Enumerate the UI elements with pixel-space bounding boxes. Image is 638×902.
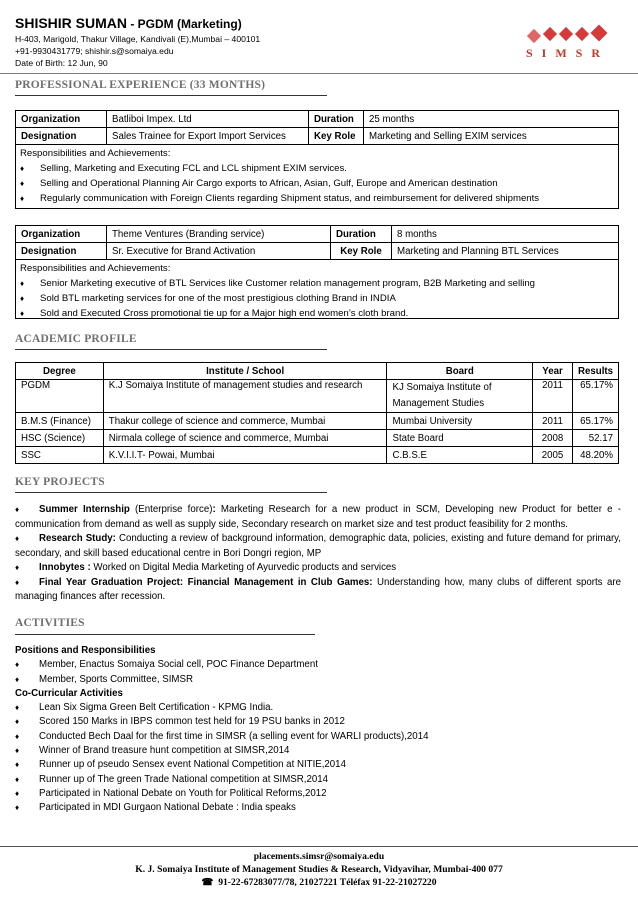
designation-value: Sales Trainee for Export Import Services — [107, 128, 309, 145]
responsibilities-label: Responsibilities and Achievements: — [20, 148, 171, 159]
table-cell: HSC (Science) — [16, 430, 104, 447]
project-text: Marketing Research for a new product in SCM, Developing new Product for better e - communication from demand as well as supply side, Secondary research on market size and test product feasibility for 2 months. — [15, 504, 621, 530]
list-item — [15, 561, 621, 576]
list-item — [15, 532, 621, 561]
job-table-2 — [15, 225, 619, 260]
list-item-text: Member, Sports Committee, SIMSR — [39, 673, 193, 685]
column-header: Year — [533, 363, 573, 380]
duration-value: 8 months — [392, 226, 619, 243]
academic-table — [15, 362, 619, 464]
column-header: Results — [573, 363, 619, 380]
diamond-bullet-icon: ♦ — [15, 505, 20, 514]
project-heading-colon: : — [212, 504, 216, 515]
list-item — [15, 801, 621, 815]
org-value: Theme Ventures (Branding service) — [107, 226, 331, 243]
bullet-text: Selling and Operational Planning Air Cargo exports to African, Asian, Gulf, Europe and American destination — [40, 178, 498, 189]
projects-list — [15, 503, 621, 605]
section-title-academic: ACADEMIC PROFILE — [15, 333, 137, 345]
table-cell: 2011 — [533, 380, 573, 413]
designation-label: Designation — [16, 128, 107, 145]
footer-divider — [0, 846, 638, 847]
list-item — [15, 701, 621, 715]
table-header-row — [16, 363, 619, 380]
table-cell: 48.20% — [573, 447, 619, 464]
role-value: Marketing and Selling EXIM services — [364, 128, 619, 145]
contact: +91-9930431779; shishir.s@somaiya.edu — [15, 46, 174, 56]
diamond-bullet-icon: ♦ — [15, 717, 20, 727]
project-heading-qualifier: (Enterprise force) — [129, 504, 213, 515]
list-item — [20, 306, 614, 321]
list-item-text: Conducted Bech Daal for the first time in SIMSR (a selling event for WARLI products),2014 — [39, 730, 429, 742]
column-header: Institute / School — [103, 363, 387, 380]
board-line-1: KJ Somaiya Institute of — [392, 382, 492, 393]
duration-value: 25 months — [364, 111, 619, 128]
diamond-bullet-icon: ♦ — [15, 577, 20, 587]
project-heading: Summer Internship — [39, 504, 130, 515]
designation-label: Designation — [16, 243, 107, 260]
diamond-bullet-icon: ♦ — [20, 164, 25, 173]
candidate-name — [15, 15, 242, 31]
list-item — [15, 503, 621, 532]
table-cell: 2011 — [533, 413, 573, 430]
logo-square-icon — [575, 27, 589, 41]
logo-square-icon — [559, 27, 573, 41]
list-item-text: Runner up of The green Trade National competition at SIMSR,2014 — [39, 773, 329, 785]
table-cell — [387, 380, 533, 413]
project-text: Worked on Digital Media Marketing of Ayurvedic products and services — [90, 562, 397, 573]
list-item — [15, 787, 621, 801]
list-item-text: Runner up of pseudo Sensex event National Competition at NITIE,2014 — [39, 759, 346, 771]
footer-address: K. J. Somaiya Institute of Management Studies & Research, Vidyavihar, Mumbai-400 077 — [135, 864, 503, 875]
section-underline — [15, 349, 327, 350]
column-header: Board — [387, 363, 533, 380]
diamond-bullet-icon: ♦ — [15, 803, 20, 813]
role-label: Key Role — [331, 243, 392, 260]
bullet-text: Regularly communication with Foreign Clients regarding Shipment status, and reimbursement for delivered shipments — [40, 193, 540, 204]
table-cell: K.J Somaiya Institute of management studies and research — [103, 380, 387, 413]
diamond-bullet-icon: ♦ — [15, 674, 20, 684]
table-cell: C.B.S.E — [387, 447, 533, 464]
role-label: Key Role — [309, 128, 364, 145]
logo-square-icon — [527, 29, 541, 43]
diamond-bullet-icon: ♦ — [15, 563, 20, 572]
table-row — [16, 430, 619, 447]
address: H-403, Marigold, Thakur Village, Kandivali (E),Mumbai – 400101 — [15, 34, 261, 44]
diamond-bullet-icon: ♦ — [15, 746, 20, 756]
duration-label: Duration — [309, 111, 364, 128]
responsibilities-label: Responsibilities and Achievements: — [20, 263, 171, 274]
phone-icon: ☎ — [201, 877, 214, 888]
role-value: Marketing and Planning BTL Services — [392, 243, 619, 260]
section-underline — [15, 95, 327, 96]
board-line-2: Management Studies — [392, 398, 485, 409]
section-title-projects: KEY PROJECTS — [15, 476, 105, 488]
name-text: SHISHIR SUMAN — [15, 15, 128, 31]
diamond-bullet-icon: ♦ — [20, 294, 25, 303]
list-item-text: Participated in MDI Gurgaon National Debate : India speaks — [39, 802, 296, 814]
diamond-bullet-icon: ♦ — [15, 774, 20, 784]
list-item-text: Winner of Brand treasure hunt competition at SIMSR,2014 — [39, 745, 290, 757]
table-cell: 2008 — [533, 430, 573, 447]
diamond-bullet-icon: ♦ — [15, 788, 20, 798]
project-heading: Final Year Graduation Project: Financial Management in Club Games: — [39, 576, 373, 588]
section-underline — [15, 634, 315, 635]
footer-phone-numbers: 91-22-67283077/78, 21027221 Téléfax 91-22-21027220 — [218, 877, 437, 888]
bullet-text: Senior Marketing executive of BTL Services like Customer relation management program, B2B Marketing and selling — [40, 278, 536, 289]
diamond-bullet-icon: ♦ — [15, 760, 20, 770]
table-row — [16, 413, 619, 430]
project-heading: Research Study: — [39, 533, 116, 544]
footer-phones — [0, 876, 638, 889]
list-item-text: Scored 150 Marks in IBPS common test held for 19 PSU banks in 2012 — [39, 716, 345, 728]
list-item-text: Member, Enactus Somaiya Social cell, POC Finance Department — [39, 659, 318, 671]
org-label: Organization — [16, 226, 107, 243]
table-cell: 65.17% — [573, 380, 619, 413]
positions-heading: Positions and Responsibilities — [15, 645, 156, 656]
column-header: Degree — [16, 363, 104, 380]
diamond-bullet-icon: ♦ — [15, 534, 20, 543]
header-divider — [0, 73, 638, 74]
job-1-responsibilities — [15, 143, 619, 209]
list-item — [20, 276, 614, 291]
bullet-text: Sold BTL marketing services for one of the most prestigious clothing Brand in INDIA — [40, 293, 396, 304]
diamond-bullet-icon: ♦ — [15, 703, 20, 713]
job-2-responsibilities — [15, 258, 619, 319]
table-cell: Nirmala college of science and commerce, Mumbai — [103, 430, 387, 447]
diamond-bullet-icon: ♦ — [20, 309, 25, 318]
program-text: - PGDM (Marketing) — [127, 17, 242, 31]
diamond-bullet-icon: ♦ — [20, 179, 25, 188]
bullet-text: Selling, Marketing and Executing FCL and LCL shipment EXIM services. — [40, 163, 347, 174]
list-item — [15, 715, 621, 729]
cocurricular-heading: Co-Curricular Activities — [15, 687, 123, 699]
list-item — [15, 730, 621, 744]
list-item — [20, 191, 614, 206]
footer-email: placements.simsr@somaiya.edu — [253, 851, 385, 862]
table-cell: PGDM — [16, 380, 104, 413]
section-title-experience: PROFESSIONAL EXPERIENCE (33 MONTHS) — [15, 79, 266, 91]
diamond-bullet-icon: ♦ — [20, 194, 25, 203]
list-item — [20, 176, 614, 191]
bullet-text: Sold and Executed Cross promotional tie up for a Major high end women’s cloth brand. — [40, 308, 409, 319]
list-item — [15, 758, 621, 772]
job-table-1 — [15, 110, 619, 145]
footer — [0, 850, 638, 889]
table-cell: 52.17 — [573, 430, 619, 447]
table-row — [16, 380, 619, 413]
table-cell: State Board — [387, 430, 533, 447]
diamond-bullet-icon: ♦ — [20, 279, 25, 288]
project-text: Conducting a review of background information, demographic data, policies, existing and future demand for primary, secondary, and skill based educational centre in Bori Dongri region, MP — [15, 533, 621, 559]
table-cell: Mumbai University — [387, 413, 533, 430]
list-item — [15, 658, 621, 672]
table-cell: 65.17% — [573, 413, 619, 430]
section-underline — [15, 492, 327, 493]
table-cell: 2005 — [533, 447, 573, 464]
table-cell: B.M.S (Finance) — [16, 413, 104, 430]
date-of-birth: Date of Birth: 12 Jun, 90 — [15, 58, 108, 68]
designation-value: Sr. Executive for Brand Activation — [107, 243, 331, 260]
list-item — [20, 291, 614, 306]
list-item — [15, 576, 621, 605]
table-cell: K.V.I.I.T- Powai, Mumbai — [103, 447, 387, 464]
org-value: Batliboi Impex. Ltd — [107, 111, 309, 128]
list-item — [15, 773, 621, 787]
table-row — [16, 447, 619, 464]
list-item — [15, 744, 621, 758]
diamond-bullet-icon: ♦ — [15, 731, 20, 741]
duration-label: Duration — [331, 226, 392, 243]
list-item-text: Participated in National Debate on Youth for Political Reforms,2012 — [39, 787, 327, 799]
activities-list — [15, 644, 621, 816]
logo-square-icon — [543, 27, 557, 41]
org-label: Organization — [16, 111, 107, 128]
list-item — [20, 161, 614, 176]
project-heading: Innobytes : — [39, 562, 91, 573]
table-cell: SSC — [16, 447, 104, 464]
section-title-activities: ACTIVITIES — [15, 617, 85, 629]
list-item — [15, 673, 621, 687]
logo-square-icon — [591, 25, 608, 42]
simsr-logo — [523, 25, 613, 65]
logo-text: SIMSR — [526, 46, 610, 60]
project-text: Understanding how, many clubs of different sports are managing finances after recession. — [15, 576, 621, 602]
table-cell: Thakur college of science and commerce, Mumbai — [103, 413, 387, 430]
list-item-text: Lean Six Sigma Green Belt Certification - KPMG India. — [39, 702, 274, 714]
diamond-bullet-icon: ♦ — [15, 660, 20, 670]
